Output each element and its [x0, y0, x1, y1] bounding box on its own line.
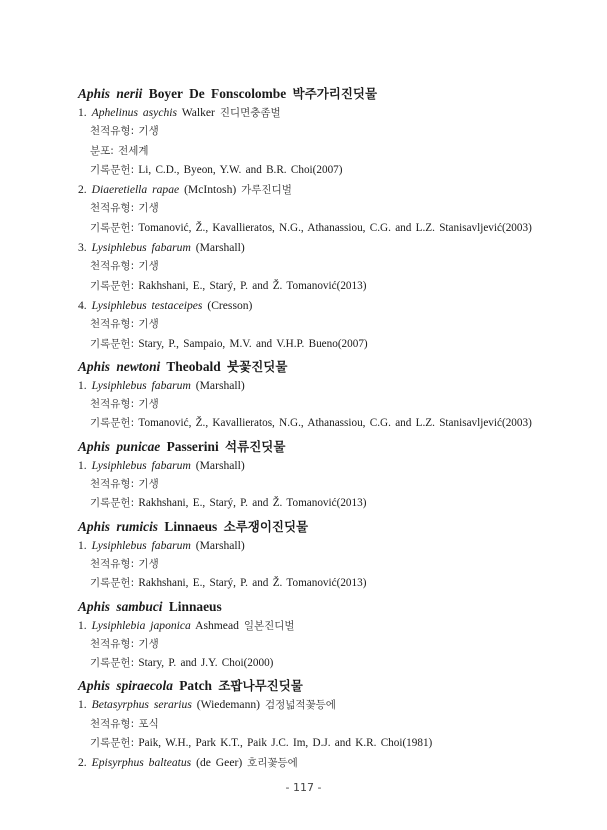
enemy-author: Walker — [181, 106, 215, 119]
enemy-type-value: 기생 — [138, 637, 159, 650]
host-species: Aphis newtoni — [78, 358, 161, 374]
host-author: Patch — [179, 678, 212, 694]
enemy-author: (Marshall) — [195, 241, 245, 255]
reference-line — [78, 335, 548, 354]
enemy-species: Aphelinus asychis — [91, 106, 178, 119]
host-heading — [78, 357, 548, 376]
reference-label: 기록문헌: — [90, 279, 135, 292]
reference-label: 기록문헌: — [90, 417, 135, 430]
host-korean-name: 붓꽃진딧물 — [227, 358, 288, 374]
host-heading — [78, 676, 548, 695]
enemy-korean-name: 검정넓적꽃등에 — [264, 699, 336, 712]
reference-line — [78, 654, 548, 673]
enemy-entry — [78, 376, 548, 395]
enemy-entry — [78, 103, 548, 122]
reference-value: Rakhshani, E., Starý, P. and Ž. Tomanović(2013) — [138, 497, 367, 510]
entry-number: 4. — [78, 298, 87, 312]
enemy-species: Lysiphlebus fabarum — [91, 378, 191, 392]
page-number: - 117 - — [285, 781, 322, 794]
entry-number: 1. — [78, 538, 87, 552]
distribution-value: 전세계 — [118, 144, 149, 157]
enemy-type-label: 천적유형: — [90, 125, 135, 138]
host-species: Aphis punicae — [78, 438, 161, 454]
enemy-type-label: 천적유형: — [90, 478, 135, 491]
host-korean-name: 석류진딧물 — [225, 438, 286, 454]
reference-line — [78, 277, 548, 296]
reference-label: 기록문헌: — [90, 221, 135, 234]
enemy-type-label: 천적유형: — [90, 717, 135, 730]
reference-value: Paik, W.H., Park K.T., Paik J.C. Im, D.J. and K.R. Choi(1981) — [138, 737, 433, 750]
enemy-species: Lysiphlebus fabarum — [91, 458, 191, 472]
enemy-species: Lysiphlebia japonica — [91, 618, 191, 632]
reference-line — [78, 414, 548, 433]
page-content — [78, 84, 548, 773]
reference-value: Stary, P., Sampaio, M.V. and V.H.P. Bueno(2007) — [138, 337, 368, 350]
host-author: Linnaeus — [164, 518, 218, 534]
enemy-type-label: 천적유형: — [90, 318, 135, 331]
reference-label: 기록문헌: — [90, 657, 135, 670]
reference-label: 기록문헌: — [90, 337, 135, 350]
distribution-line — [78, 142, 548, 161]
reference-line — [78, 574, 548, 593]
enemy-entry — [78, 695, 548, 714]
reference-label: 기록문헌: — [90, 577, 135, 590]
enemy-type-value: 기생 — [138, 260, 159, 273]
enemy-entry — [78, 753, 548, 772]
enemy-entry — [78, 238, 548, 257]
enemy-type-label: 천적유형: — [90, 202, 135, 215]
host-author: Passerini — [166, 438, 219, 454]
enemy-type-value: 기생 — [138, 125, 159, 138]
reference-line — [78, 161, 548, 180]
host-heading — [78, 597, 548, 616]
enemy-korean-name: 일본진디벌 — [243, 619, 295, 632]
entry-number: 2. — [78, 756, 87, 770]
enemy-species: Lysiphlebus fabarum — [91, 241, 191, 255]
enemy-author: (Wiedemann) — [196, 698, 261, 712]
enemy-type-line — [78, 122, 548, 141]
reference-value: Tomanović, Ž., Kavallieratos, N.G., Athanassiou, C.G. and L.Z. Stanisavljević(2003) — [138, 417, 532, 430]
host-species: Aphis nerii — [78, 86, 143, 101]
enemy-type-line — [78, 555, 548, 574]
reference-line — [78, 734, 548, 753]
reference-value: Rakhshani, E., Starý, P. and Ž. Tomanović(2013) — [138, 279, 367, 292]
enemy-korean-name: 가루진디벌 — [241, 184, 292, 197]
enemy-author: (Marshall) — [195, 538, 245, 552]
distribution-label: 분포: — [90, 144, 114, 157]
enemy-type-value: 기생 — [138, 318, 159, 331]
host-species: Aphis rumicis — [78, 518, 159, 534]
host-heading — [78, 437, 548, 456]
reference-value: Li, C.D., Byeon, Y.W. and B.R. Choi(2007) — [138, 163, 343, 176]
reference-line — [78, 494, 548, 513]
enemy-type-label: 천적유형: — [90, 260, 135, 273]
entry-number: 1. — [78, 378, 87, 392]
enemy-type-value: 기생 — [138, 557, 159, 570]
enemy-entry — [78, 536, 548, 555]
enemy-type-line — [78, 715, 548, 734]
enemy-author: (McIntosh) — [184, 183, 237, 197]
enemy-type-line — [78, 635, 548, 654]
enemy-entry — [78, 296, 548, 315]
host-species: Aphis spiraecola — [78, 678, 173, 694]
host-species: Aphis sambuci — [78, 598, 163, 614]
enemy-type-line — [78, 315, 548, 334]
reference-value: Tomanović, Ž., Kavallieratos, N.G., Athanassiou, C.G. and L.Z. Stanisavljević(2003) — [138, 221, 532, 234]
host-korean-name: 소루쟁이진딧물 — [223, 518, 309, 534]
enemy-entry — [78, 616, 548, 635]
host-heading — [78, 517, 548, 536]
entry-number: 1. — [78, 458, 87, 472]
enemy-type-label: 천적유형: — [90, 637, 135, 650]
host-author: Linnaeus — [168, 598, 222, 614]
entry-number: 1. — [78, 106, 87, 119]
enemy-species: Diaeretiella rapae — [91, 183, 180, 197]
entry-number: 1. — [78, 698, 87, 712]
host-korean-name: 박주가리진딧물 — [292, 86, 378, 101]
enemy-type-value: 기생 — [138, 478, 159, 491]
enemy-species: Lysiphlebus fabarum — [91, 538, 191, 552]
enemy-species: Episyrphus balteatus — [91, 756, 192, 770]
enemy-entry — [78, 180, 548, 199]
reference-value: Stary, P. and J.Y. Choi(2000) — [138, 657, 274, 670]
reference-label: 기록문헌: — [90, 497, 135, 510]
host-heading — [78, 84, 548, 103]
enemy-type-line — [78, 257, 548, 276]
enemy-type-label: 천적유형: — [90, 557, 135, 570]
enemy-author: (Marshall) — [195, 458, 245, 472]
reference-label: 기록문헌: — [90, 737, 135, 750]
enemy-type-value: 기생 — [138, 202, 159, 215]
reference-line — [78, 219, 548, 238]
entry-number: 1. — [78, 618, 87, 632]
enemy-type-label: 천적유형: — [90, 398, 135, 411]
enemy-author: (de Geer) — [196, 756, 243, 770]
enemy-author: Ashmead — [195, 618, 239, 632]
host-author: Theobald — [166, 358, 221, 374]
enemy-author: (Cresson) — [207, 298, 253, 312]
enemy-type-line — [78, 199, 548, 218]
host-author: Boyer De Fonscolombe — [148, 86, 287, 101]
enemy-type-line — [78, 395, 548, 414]
enemy-type-value: 기생 — [138, 398, 159, 411]
enemy-korean-name: 호리꽃등에 — [247, 757, 298, 770]
enemy-type-value: 포식 — [138, 717, 159, 730]
enemy-korean-name: 진디면충좀벌 — [219, 107, 281, 119]
entry-number: 2. — [78, 183, 87, 197]
enemy-author: (Marshall) — [195, 378, 245, 392]
entry-number: 3. — [78, 241, 87, 255]
reference-value: Rakhshani, E., Starý, P. and Ž. Tomanović(2013) — [138, 577, 367, 590]
enemy-type-line — [78, 475, 548, 494]
enemy-species: Betasyrphus serarius — [91, 698, 192, 712]
host-korean-name: 조팝나무진딧물 — [218, 678, 303, 694]
reference-label: 기록문헌: — [90, 163, 135, 176]
enemy-species: Lysiphlebus testaceipes — [91, 298, 203, 312]
enemy-entry — [78, 456, 548, 475]
